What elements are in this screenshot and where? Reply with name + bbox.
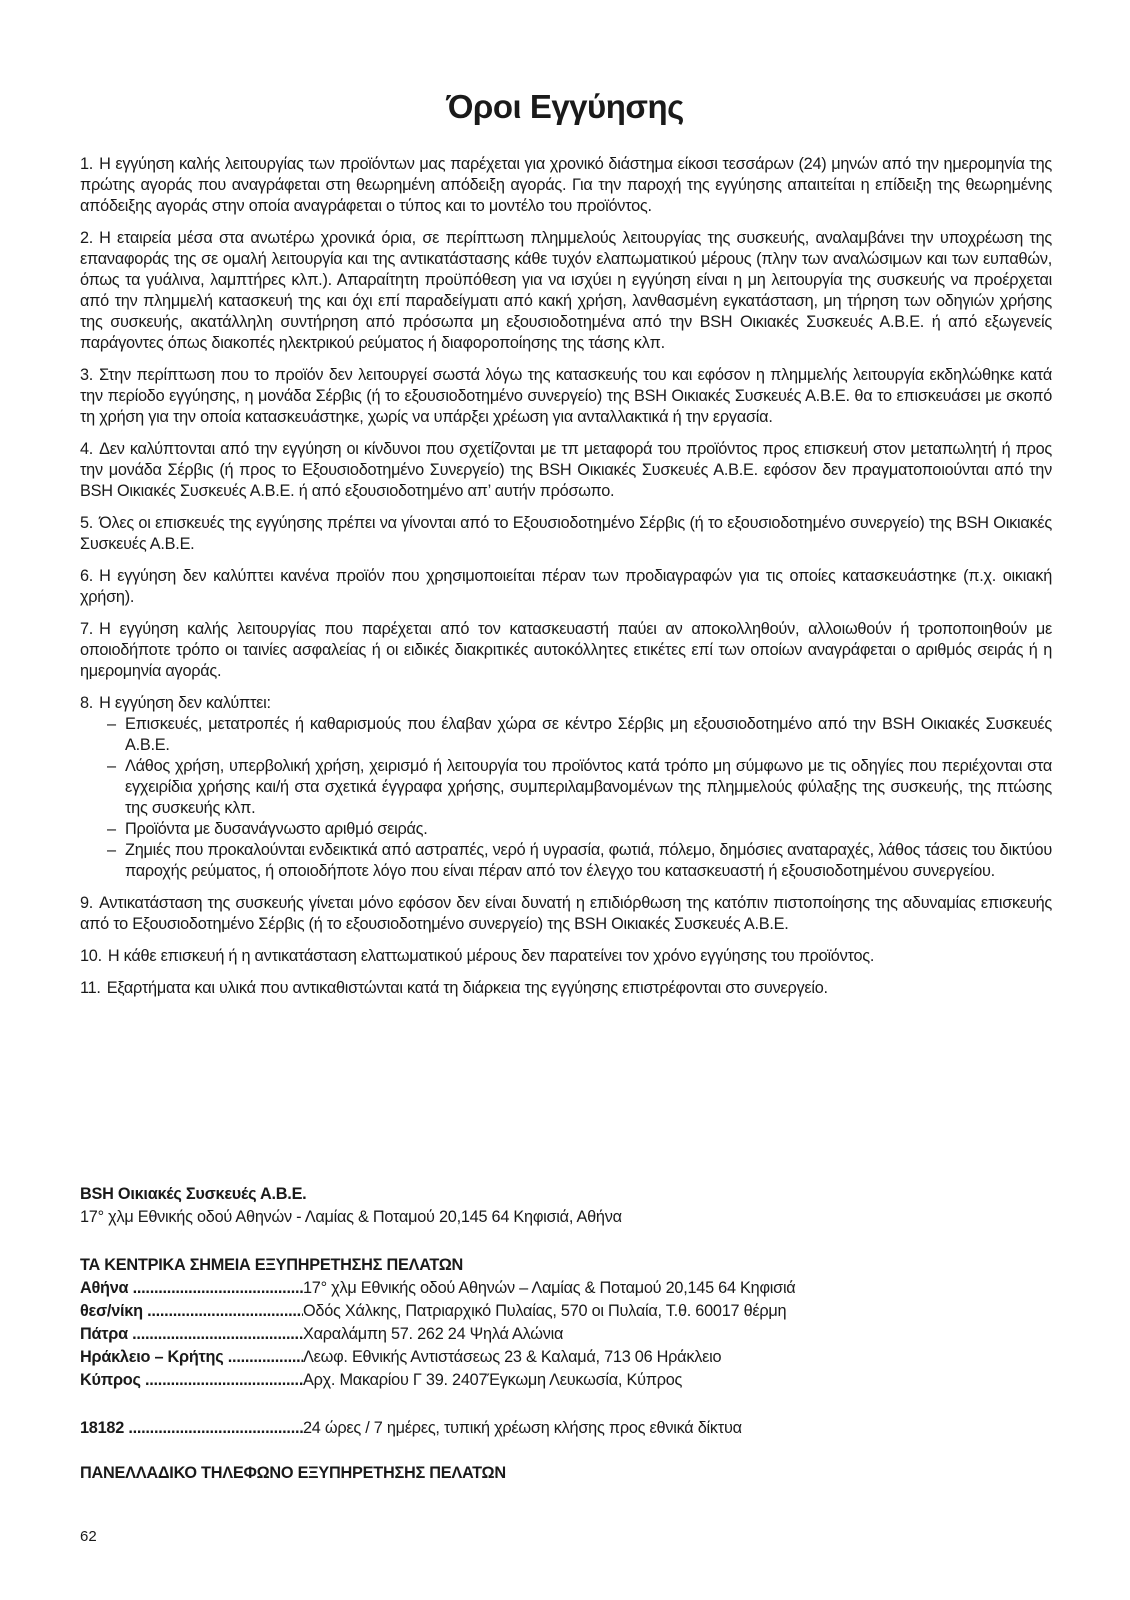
phone-heading: ΠΑΝΕΛΛΑΔΙΚΟ ΤΗΛΕΦΩΝΟ ΕΞΥΠΗΡΕΤΗΣΗΣ ΠΕΛΑΤΩΝ: [80, 1464, 506, 1482]
service-point-address: Λεωφ. Εθνικής Αντιστάσεως 23 & Καλαμά, 713 06 Ηράκλειο: [303, 1348, 722, 1366]
term-text: Αντικατάσταση της συσκευής γίνεται μόνο εφόσον δεν είναι δυνατή η επιδιόρθωση της κατόπιν πιστοποίησης της αδυναμίας επισκευής από το Εξουσιοδοτημένο Σέρβις (ή το εξουσιοδοτημένο συνεργείο) της BSH Οικιακές Συσκευές Α.Β.Ε.: [80, 894, 1052, 933]
phone-number: 18182: [80, 1419, 125, 1437]
warranty-term-11: [80, 978, 1052, 999]
service-point-city: Αθήνα: [80, 1279, 129, 1297]
page-title: Όροι Εγγύησης: [446, 88, 684, 125]
term-number: 7.: [80, 620, 94, 638]
term-text: Στην περίπτωση που το προϊόν δεν λειτουργεί σωστά λόγω της κατασκευής του και εφόσον η πλημμελής λειτουργία εκδηλώθηκε κατά την περίοδο εγγύησης, η μονάδα Σέρβις (ή το εξουσιοδοτημένο συνεργείο) της BSH Οικιακές Συσκευές Α.Β.Ε. θα το επισκευάσει με σκοπό τη χρήση για την οποία κατασκευάστηκε, χωρίς να υπάρξει χρέωση για ανταλλακτικά ή την εργασία.: [80, 366, 1052, 426]
term-text: Η εταιρεία μέσα στα ανωτέρω χρονικά όρια, σε περίπτωση πλημμελούς λειτουργίας της συσκευής, αναλαμβάνει την υποχρέωση της επαναφοράς της σε ομαλή λειτουργία και της αντικατάστασης κάθε τυχόν ελαπωματικού μέρους (πλην των αναλώσιμων και των ευπαθών, όπως τα γυάλινα, λαμπτήρες κλπ.). Απαραίτητη προϋπόθεση για να ισχύει η εγγύηση είναι η μη λειτουργία της συσκευής να προέρχεται από την πλημμελή κατασκευή της και όχι επί παραδείγματι από κακή χρήση, λανθασμένη εγκατάσταση, μη τήρηση των οδηγιών χρήσης της συσκευής, ακατάλληλη συντήρηση από πρόσωπα μη εξουσιοδοτημένα από την BSH Οικιακές Συσκευές Α.Β.Ε. ή από εξωγενείς παράγοντες όπως διακοπές ηλεκτρικού ρεύματος ή διαφοροποίησης της τάσης κλπ.: [80, 229, 1052, 352]
service-point-address: Αρχ. Μακαρίου Γ 39. 2407Έγκωμη Λευκωσία, Κύπρος: [303, 1371, 683, 1389]
phone-info: 24 ώρες / 7 ημέρες, τυπική χρέωση κλήσης προς εθνικά δίκτυα: [303, 1419, 742, 1437]
service-point-row: [80, 1300, 1052, 1323]
term-number: 6.: [80, 567, 94, 585]
exclusion-item: [107, 714, 1052, 756]
term-text: Η εγγύηση καλής λειτουργίας των προϊόντων μας παρέχεται για χρονικό διάστημα είκοσι τεσσάρων (24) μηνών από την ημερομηνία της πρώτης αγοράς που αναγράφεται στη θεωρημένη απόδειξη αγοράς. Για την παροχή της εγγύησης απαιτείται η επίδειξη της θεωρημένης απόδειξης αγοράς στην οποία αναγράφεται ο τύπος και το μοντέλο του προϊόντος.: [80, 155, 1052, 215]
service-point-address: 17° χλμ Εθνικής οδού Αθηνών – Λαμίας & Ποταμού 20,145 64 Κηφισιά: [303, 1279, 796, 1297]
warranty-terms: [80, 154, 1052, 1010]
service-points-heading: ΤΑ ΚΕΝΤΡΙΚΑ ΣΗΜΕΙΑ ΕΞΥΠΗΡΕΤΗΣΗΣ ΠΕΛΑΤΩΝ: [80, 1256, 464, 1274]
company-address: 17° χλμ Εθνικής οδού Αθηνών - Λαμίας & Ποταμού 20,145 64 Κηφισιά, Αθήνα: [80, 1208, 622, 1226]
exclusion-item: [107, 840, 1052, 882]
term-number: 5.: [80, 514, 94, 532]
term-text: Δεν καλύπτονται από την εγγύηση οι κίνδυνοι που σχετίζονται με τπ μεταφορά του προϊόντος προς επισκευή στον μεταπωλητή ή προς την μονάδα Σέρβις (ή προς το Εξουσιοδοτημένο Συνεργείο) της BSH Οικιακές Συσκευές Α.Β.Ε. εφόσον δεν πραγματοποιούνται από την BSH Οικιακές Συσκευές Α.Β.Ε. ή από εξουσιοδοτημένο απ’ αυτήν πρόσωπο.: [80, 440, 1052, 500]
term-text: Όλες οι επισκευές της εγγύησης πρέπει να γίνονται από το Εξουσιοδοτημένο Σέρβις (ή το εξουσιοδοτημένο συνεργείο) της BSH Οικιακές Συσκευές Α.Β.Ε.: [80, 514, 1052, 553]
company-name: BSH Οικιακές Συσκευές Α.Β.Ε.: [80, 1185, 307, 1203]
page-number: 62: [80, 1528, 97, 1545]
dash-bullet: –: [107, 820, 116, 838]
term-number: 8.: [80, 694, 94, 712]
term-text: Η εγγύηση δεν καλύπτει:: [99, 694, 271, 712]
term-text: Η εγγύηση δεν καλύπτει κανένα προϊόν που χρησιμοποιείται πέραν των προδιαγραφών για τις οποίες κατασκευάστηκε (π.χ. οικιακή χρήση).: [80, 567, 1052, 606]
warranty-term-9: [80, 893, 1052, 935]
exclusion-text: Προϊόντα με δυσανάγνωστο αριθμό σειράς.: [125, 820, 428, 838]
exclusions-list: [80, 714, 1052, 882]
dot-leader: [141, 1369, 303, 1392]
warranty-term-1: [80, 154, 1052, 217]
dot-leader: [124, 1417, 303, 1440]
warranty-term-6: [80, 566, 1052, 608]
service-point-address: Χαραλάμπη 57. 262 24 Ψηλά Αλώνια: [303, 1325, 564, 1343]
warranty-term-7: [80, 619, 1052, 682]
contact-section: [80, 1183, 1052, 1485]
warranty-term-2: [80, 228, 1052, 354]
exclusion-item: [107, 756, 1052, 819]
phone-row: [80, 1417, 1052, 1440]
warranty-term-5: [80, 513, 1052, 555]
term-number: 3.: [80, 366, 94, 384]
service-point-address: Οδός Χάλκης, Πατριαρχικό Πυλαίας, 570 οι Πυλαία, Τ.θ. 60017 θέρμη: [303, 1302, 787, 1320]
dash-bullet: –: [107, 757, 116, 775]
dot-leader: [128, 1323, 303, 1346]
service-point-city: Κύπρος: [80, 1371, 141, 1389]
warranty-term-8: [80, 693, 1052, 882]
term-number: 9.: [80, 894, 94, 912]
dash-bullet: –: [107, 841, 116, 859]
term-number: 1.: [80, 155, 94, 173]
dot-leader: [223, 1346, 303, 1369]
service-point-row: [80, 1369, 1052, 1392]
exclusion-text: Λάθος χρήση, υπερβολική χρήση, χειρισμό ή λειτουργία του προϊόντος κατά τρόπο μη σύμφωνο με τις οδηγίες που περιέχονται στα εγχειρίδια χρήσης και/ή στα σχετικά έγγραφα χρήσης, συμπεριλαμβανομένων της πλημμελούς φύλαξης της συσκευής, της πτώσης της συσκευής κλπ.: [125, 757, 1052, 817]
term-text: Εξαρτήματα και υλικά που αντικαθιστώνται κατά τη διάρκεια της εγγύησης επιστρέφονται στο συνεργείο.: [106, 979, 828, 997]
warranty-term-10: [80, 946, 1052, 967]
dot-leader: [128, 1277, 303, 1300]
service-point-city: θεσ/νίκη: [80, 1302, 143, 1320]
dot-leader: [143, 1300, 303, 1323]
warranty-term-4: [80, 439, 1052, 502]
term-number: 2.: [80, 229, 94, 247]
term-number: 4.: [80, 440, 94, 458]
exclusion-text: Ζημιές που προκαλούνται ενδεικτικά από αστραπές, νερό ή υγρασία, φωτιά, πόλεμο, δημόσιες αναταραχές, λάθος τάσεις του δικτύου παροχής ρεύματος, ή οποιοδήποτε λόγο που είναι πέραν από τον έλεγχο του κατασκευαστή ή εξουσιοδοτημένου συνεργείου.: [125, 841, 1052, 880]
service-point-city: Πάτρα: [80, 1325, 128, 1343]
term-text: Η κάθε επισκευή ή η αντικατάσταση ελαττωματικού μέρους δεν παρατείνει τον χρόνο εγγύησης του προϊόντος.: [107, 947, 875, 965]
warranty-term-3: [80, 365, 1052, 428]
dash-bullet: –: [107, 715, 116, 733]
term-text: Η εγγύηση καλής λειτουργίας που παρέχεται από τον κατασκευαστή παύει αν αποκολληθούν, αλλοιωθούν ή τροποποιηθούν με οποιοδήποτε τρόπο οι ταινίες ασφαλείας ή οι ειδικές διακριτικές αυτοκόλλητες ετικέτες επί των οποίων αναγράφεται ο αριθμός σειράς ή η ημερομηνία αγοράς.: [80, 620, 1052, 680]
service-point-row: [80, 1277, 1052, 1300]
term-number: 11.: [80, 979, 101, 997]
exclusion-item: [107, 819, 1052, 840]
service-point-row: [80, 1346, 1052, 1369]
term-number: 10.: [80, 947, 102, 965]
service-point-city: Ηράκλειο – Κρήτης: [80, 1348, 224, 1366]
exclusion-text: Επισκευές, μετατροπές ή καθαρισμούς που έλαβαν χώρα σε κέντρο Σέρβις μη εξουσιοδοτημένο από την BSH Οικιακές Συσκευές Α.Β.Ε.: [125, 715, 1052, 754]
service-point-row: [80, 1323, 1052, 1346]
